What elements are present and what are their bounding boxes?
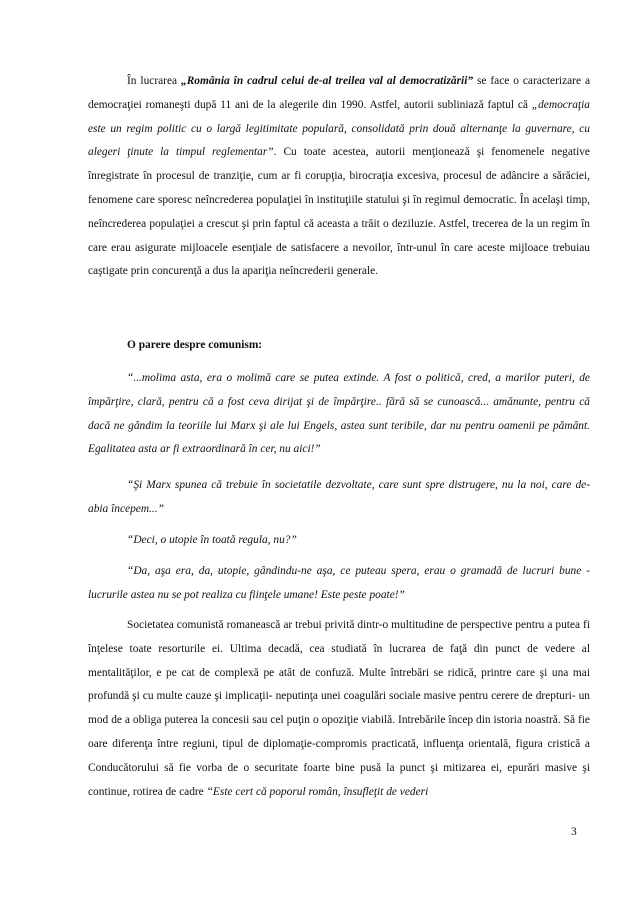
section-heading: O parere despre comunism: — [127, 339, 263, 351]
cited-work-title: „România în cadrul celui de-al treilea val al democratizării” — [181, 75, 474, 87]
quote-4: “Da, aşa era, da, utopie, gândindu-ne aşa, ce puteau spera, erau o gramadă de lucruri bune - lucrurile astea nu se pot realiza cu fiinţele umane! Este peste poate!” — [88, 565, 590, 601]
paragraph-analysis — [88, 614, 590, 804]
page-number: 3 — [571, 826, 577, 838]
intro-text-middle: se face o caracterizare a democraţiei romaneşti după 11 ani de la alegerile din 1990. Astfel, autorii subliniază faptul că — [88, 75, 591, 111]
analysis-text: Societatea comunistă romanească ar trebui privită dintr-o multitudine de perspective pentru a putea fi înţelese toate resorturile ei. Ultima decadă, cea studiată în lucrarea de faţă din punct de vedere al mentalităţilor, e pe cat de complexă pe atât de confuză. Multe întrebări se ridică, printre care şi una mai profundă şi cu multe cauze şi implicaţii- neputinţa unei coagulări sociale masive pentru cerere de drepturi- un mod de a obliga puterea la concesii sau cel puţin o opoziţie viabilă. Intrebările încep din istoria noastră. Să fie oare diferenţa între regiuni, tipul de diplomaţie-compromis practicată, influenţa orientală, figura cristică a Conducătorului să fie vorba de o securitate foarte bine pusă la punct şi mitizarea ei, epurări masive şi continue, rotirea de cadre — [88, 619, 590, 798]
quote-2: “Şi Marx spunea că trebuie în societatile dezvoltate, care sunt spre distrugere, nu la noi, care de-abia începem...” — [88, 479, 590, 515]
democracy-quote: „democraţia este un regim politic cu o largă legitimitate populară, consolidată prin două alternanţe la guvernare, cu alegeri ţinute la timpul reglementar” — [88, 98, 590, 159]
intro-text-start: În lucrarea — [127, 75, 181, 87]
paragraph-intro — [88, 70, 590, 284]
analysis-quote-start: “Este cert că poporul român, însufleţit de vederi — [206, 785, 429, 798]
quote-3: “Deci, o utopie în toată regula, nu?” — [127, 534, 297, 546]
intro-text-end: . Cu toate acestea, autorii menţionează şi fenomenele negative înregistrate în procesul de tranziţie, cum ar fi corupţia, birocraţia excesiva, procesul de adâncire a sărăciei, fenomene care sporesc neîncrederea populaţiei în instituţiile statului şi în regimul democratic. În acelaşi timp, neîncrederea populaţiei a crescut şi prin faptul că aceasta a trăit o deziluzie. Astfel, trecerea de la un regim în care erau asigurate mijloacele esenţiale de satisfacere a nevoilor, într-unul în care aceste mijloace trebuiau caştigate prin concurenţă a dus la apariţia neîncrederii generale. — [88, 146, 590, 278]
quote-1: “...molima asta, era o molimă care se putea extinde. A fost o politică, cred, a marilor puteri, de împărţire, clară, pentru că a fost ceva dirijat şi de împărţire.. fără să se cunoască... amănunte, pentru că dacă ne gândim la teoriile lui Marx şi ale lui Engels, astea sunt teribile, dar nu pentru oamenii pe pământ. Egalitatea asta ar fi extraordinară în cer, nu aici!” — [88, 372, 590, 456]
